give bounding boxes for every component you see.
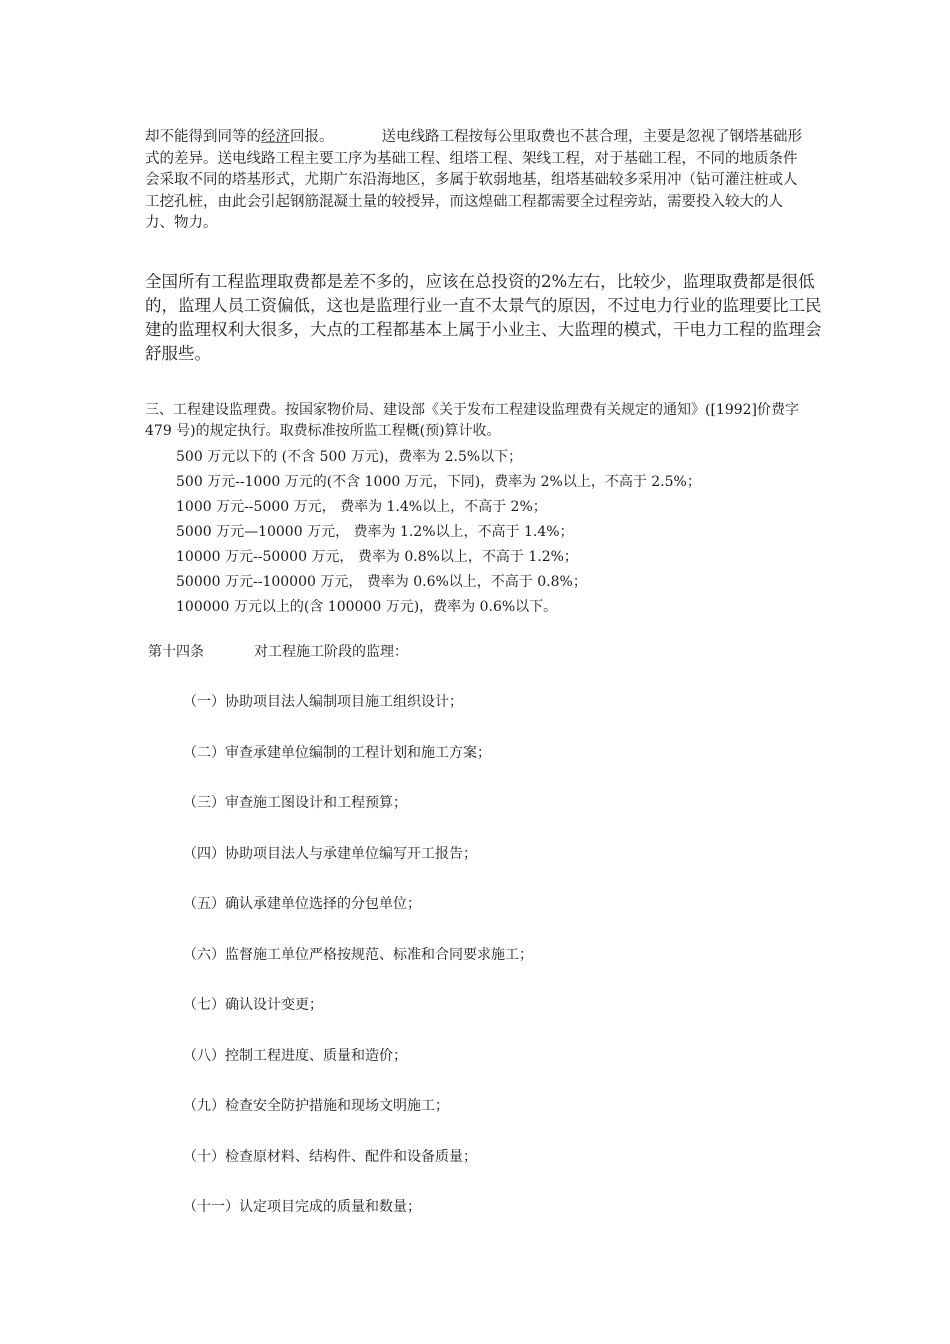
duty-item: （十一）认定项目完成的质量和数量； — [183, 1199, 421, 1215]
fee-rate-item: 5000 万元—10000 万元， 费率为 1.2%以上，不高于 1.4%； — [176, 524, 574, 540]
duty-item: （六）监督施工单位严格按规范、标准和合同要求施工； — [183, 946, 533, 963]
fee-rate-item: 100000 万元以上的(含 100000 万元)，费率为 0.6%以下。 — [176, 599, 558, 615]
article-heading — [148, 641, 748, 661]
fee-rate-list — [176, 445, 816, 620]
duty-item: （九）检查安全防护措施和现场文明施工； — [183, 1098, 449, 1114]
paragraph-text: 却不能得到同等的 — [145, 129, 261, 145]
paragraph-supervision-fees: 全国所有工程监理取费都是差不多的，应该在总投资的2%左右，比较少，监理取费都是很低的，监理人员工资偏低，这也是监理行业一直不太景气的原因，不过电力行业的监理要比工民建的监理权利大很多，大点的工程都基本上属于小业主、大监理的模式，干电力工程的监理会舒服些。 — [145, 272, 822, 363]
fee-rate-item: 500 万元--1000 万元的(不含 1000 万元，下同)，费率为 2%以上，不高于 2.5%； — [176, 474, 701, 490]
duty-item: （四）协助项目法人与承建单位编写开工报告； — [183, 845, 477, 862]
duty-item: （二）审查承建单位编制的工程计划和施工方案； — [183, 744, 491, 761]
duty-list — [183, 690, 783, 1246]
duty-item: （八）控制工程进度、质量和造价； — [183, 1047, 407, 1064]
duty-item: （五）确认承建单位选择的分包单位； — [183, 896, 421, 912]
duty-item: （三）审查施工图设计和工程预算； — [183, 795, 407, 811]
duty-item: （七）确认设计变更； — [183, 997, 323, 1013]
article-number: 第十四条 — [148, 644, 204, 660]
fee-rate-item: 10000 万元--50000 万元， 费率为 0.8%以上，不高于 1.2%； — [176, 549, 578, 565]
fee-rate-item: 1000 万元--5000 万元， 费率为 1.4%以上，不高于 2%； — [176, 499, 547, 515]
paragraph-text: 回报。 — [290, 129, 334, 145]
duty-item: （一）协助项目法人编制项目施工组织设计； — [183, 694, 463, 710]
paragraph-fee-regulation: 三、工程建设监理费。按国家物价局、建设部《关于发布工程建设监理费有关规定的通知》([1992]价费字 479 号)的规定执行。取费标准按所监工程概(预)算计收。 — [145, 402, 800, 439]
fee-rate-item: 50000 万元--100000 万元， 费率为 0.6%以上，不高于 0.8%； — [176, 574, 587, 590]
paragraph-text: 送电线路工程按每公里取费也不甚合理，主要是忽视了钢塔基础形式的差异。送电线路工程主要工序为基础工程、组塔工程、架线工程，对于基础工程，不同的地质条件会采取不同的塔基形式，尤期广东沿海地区，多属于软弱地基，组塔基础较多采用冲（钻可灌注桩或人工挖孔桩，由此会引起钢筋混凝土量的较授异，而这煌础工程都需要全过程旁站，需要投入较大的人力、物力。 — [145, 129, 802, 232]
economy-link[interactable]: 经济 — [261, 129, 290, 145]
paragraph-transmission-line — [145, 127, 810, 235]
article-title: 对工程施工阶段的监理： — [254, 644, 408, 660]
fee-rate-item: 500 万元以下的 (不含 500 万元)，费率为 2.5%以下； — [176, 449, 523, 465]
duty-item: （十）检查原材料、结构件、配件和设备质量； — [183, 1148, 477, 1165]
